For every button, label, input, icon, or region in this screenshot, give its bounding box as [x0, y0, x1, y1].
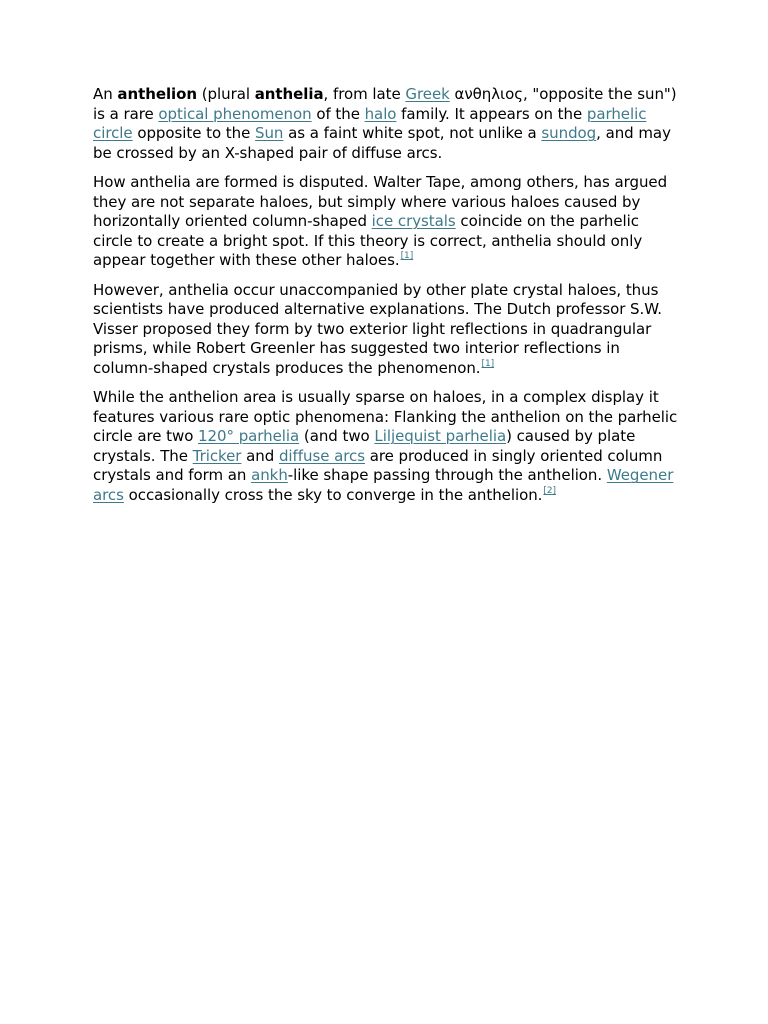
text: , and may be crossed by an X-shaped pair of diffuse arcs. [93, 124, 671, 162]
link-120-parhelia[interactable]: 120° parhelia [198, 427, 300, 446]
link-sun[interactable]: Sun [255, 124, 284, 143]
text: ανθηλιος, "opposite the sun") is a rare [93, 85, 677, 123]
citation-link[interactable]: [2] [543, 486, 557, 497]
citation-1 [401, 251, 414, 261]
term-anthelion: anthelion [117, 85, 198, 103]
text: -like shape passing through the anthelion. [287, 466, 607, 485]
text: An [93, 85, 118, 103]
paragraph-formation [93, 173, 678, 271]
paragraph-alternatives [93, 281, 678, 379]
link-parhelic-circle[interactable]: parhelic circle [93, 104, 647, 143]
link-diffuse-arcs[interactable]: diffuse arcs [278, 446, 365, 465]
link-wegener-arcs[interactable]: Wegener arcs [93, 466, 674, 505]
text: However, anthelia occur unaccompanied by other plate crystal haloes, thus scientists have produced alternative explanations. The Dutch professor S.W. Visser proposed they form by two exterior light reflections in quadrangular prisms, while Robert Greenler has suggested two interior reflections in column-shaped crystals produces the phenomenon. [93, 280, 663, 377]
text: of the [311, 104, 365, 123]
text: ) caused by plate crystals. The [93, 427, 636, 465]
text: While the anthelion area is usually sparse on haloes, in a complex display it features various rare optic phenomena: Flanking the anthelion on the parhelic circle are two [93, 388, 678, 446]
link-tricker[interactable]: Tricker [192, 446, 242, 465]
citation-link[interactable]: [1] [481, 358, 495, 369]
text: and [241, 446, 279, 465]
text: opposite to the [132, 124, 255, 143]
paragraph-intro [93, 85, 678, 163]
link-halo[interactable]: halo [364, 104, 397, 123]
text: as a faint white spot, not unlike a [283, 124, 542, 143]
text: (and two [299, 427, 375, 446]
article-body [93, 85, 678, 515]
link-ice-crystals[interactable]: ice crystals [371, 212, 456, 231]
text: occasionally cross the sky to converge in the anthelion. [123, 486, 543, 505]
text: coincide on the parhelic circle to create a bright spot. If this theory is correct, anthelia should only appear together with these other haloes. [93, 212, 643, 270]
text: family. It appears on the [396, 104, 587, 123]
text: How anthelia are formed is disputed. Walter Tape, among others, has argued they are not separate haloes, but simply where various haloes caused by horizontally oriented column-shaped [93, 172, 668, 231]
citation-2 [543, 486, 556, 496]
citation-link[interactable]: [1] [400, 251, 414, 262]
term-anthelia: anthelia [254, 85, 324, 103]
text: are produced in singly oriented column crystals and form an [93, 446, 663, 485]
paragraph-phenomena [93, 388, 678, 506]
link-optical-phenomenon[interactable]: optical phenomenon [158, 104, 312, 123]
link-ankh[interactable]: ankh [251, 466, 288, 485]
text: (plural [197, 85, 255, 103]
link-liljequist-parhelia[interactable]: Liljequist parhelia [374, 427, 507, 446]
citation-1 [482, 359, 495, 369]
link-sundog[interactable]: sundog [541, 124, 597, 143]
link-greek[interactable]: Greek [405, 85, 450, 103]
text: , from late [323, 85, 406, 103]
